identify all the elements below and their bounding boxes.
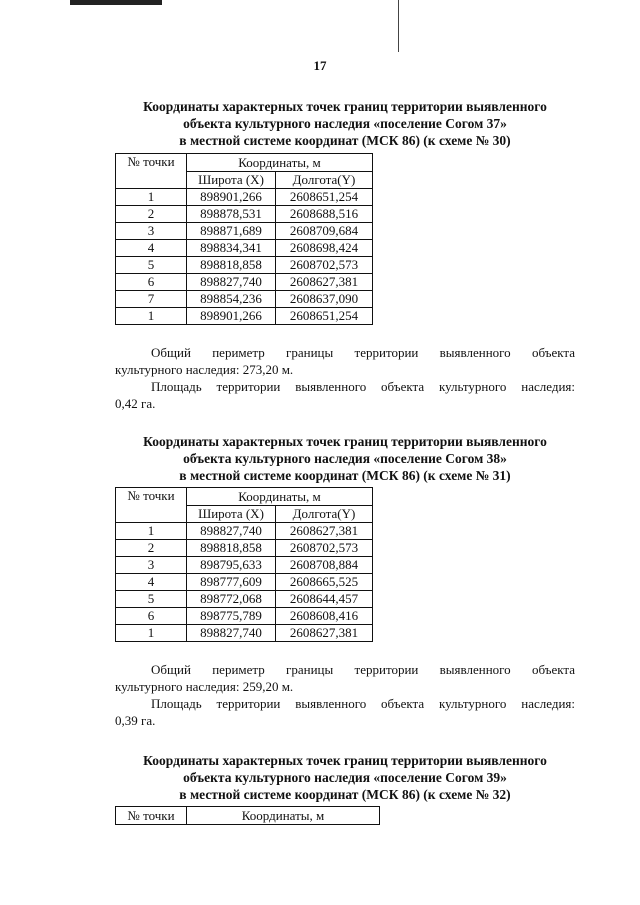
header-coords: Координаты, м: [187, 488, 373, 506]
table-row: 5 898772,068 2608644,457: [116, 591, 373, 608]
header-lat: Широта (X): [187, 506, 276, 523]
coords-table-1: [115, 153, 373, 325]
scan-artifact-line: [398, 0, 399, 52]
table-row: 1 898901,266 2608651,254: [116, 189, 373, 206]
table-row: 3 898795,633 2608708,884: [116, 557, 373, 574]
scan-artifact-bar: [70, 0, 162, 5]
header-lon: Долгота(Y): [276, 172, 373, 189]
header-point: № точки: [116, 154, 187, 189]
header-coords: Координаты, м: [187, 154, 373, 172]
coords-table-3: [115, 806, 380, 825]
area-text-1: Площадь территории выявленного объекта культурного наследия: 0,42 га.: [115, 379, 575, 411]
header-lon: Долгота(Y): [276, 506, 373, 523]
table-row: 3 898871,689 2608709,684: [116, 223, 373, 240]
page-number: 17: [313, 58, 327, 73]
table-row: 4 898777,609 2608665,525: [116, 574, 373, 591]
coords-table-2: [115, 487, 373, 642]
header-lat: Широта (X): [187, 172, 276, 189]
table-row: 6 898827,740 2608627,381: [116, 274, 373, 291]
table-row: 7 898854,236 2608637,090: [116, 291, 373, 308]
table-row: 1 898827,740 2608627,381: [116, 523, 373, 540]
section-3-title: Координаты характерных точек границ территории выявленного объекта культурного наследия «поселение Согом 39» в местной системе координат (МСК 86) (к схеме № 32): [143, 753, 547, 802]
perimeter-text-2: Общий периметр границы территории выявленного объекта культурного наследия: 259,20 м.: [115, 662, 575, 694]
header-point: № точки: [116, 488, 187, 523]
table-row: 1 898901,266 2608651,254: [116, 308, 373, 325]
section-1-title: Координаты характерных точек границ территории выявленного объекта культурного наследия «поселение Согом 37» в местной системе координат (МСК 86) (к схеме № 30): [143, 99, 547, 148]
table-row: 4 898834,341 2608698,424: [116, 240, 373, 257]
table-row: 2 898878,531 2608688,516: [116, 206, 373, 223]
table-row: 2 898818,858 2608702,573: [116, 540, 373, 557]
perimeter-text-1: Общий периметр границы территории выявленного объекта культурного наследия: 273,20 м.: [115, 345, 575, 377]
header-point: № точки: [116, 807, 187, 825]
table-row: 1 898827,740 2608627,381: [116, 625, 373, 642]
section-2-title: Координаты характерных точек границ территории выявленного объекта культурного наследия «поселение Согом 38» в местной системе координат (МСК 86) (к схеме № 31): [143, 434, 547, 483]
header-coords: Координаты, м: [187, 807, 380, 825]
table-row: 6 898775,789 2608608,416: [116, 608, 373, 625]
table-row: 5 898818,858 2608702,573: [116, 257, 373, 274]
area-text-2: Площадь территории выявленного объекта культурного наследия: 0,39 га.: [115, 696, 575, 728]
